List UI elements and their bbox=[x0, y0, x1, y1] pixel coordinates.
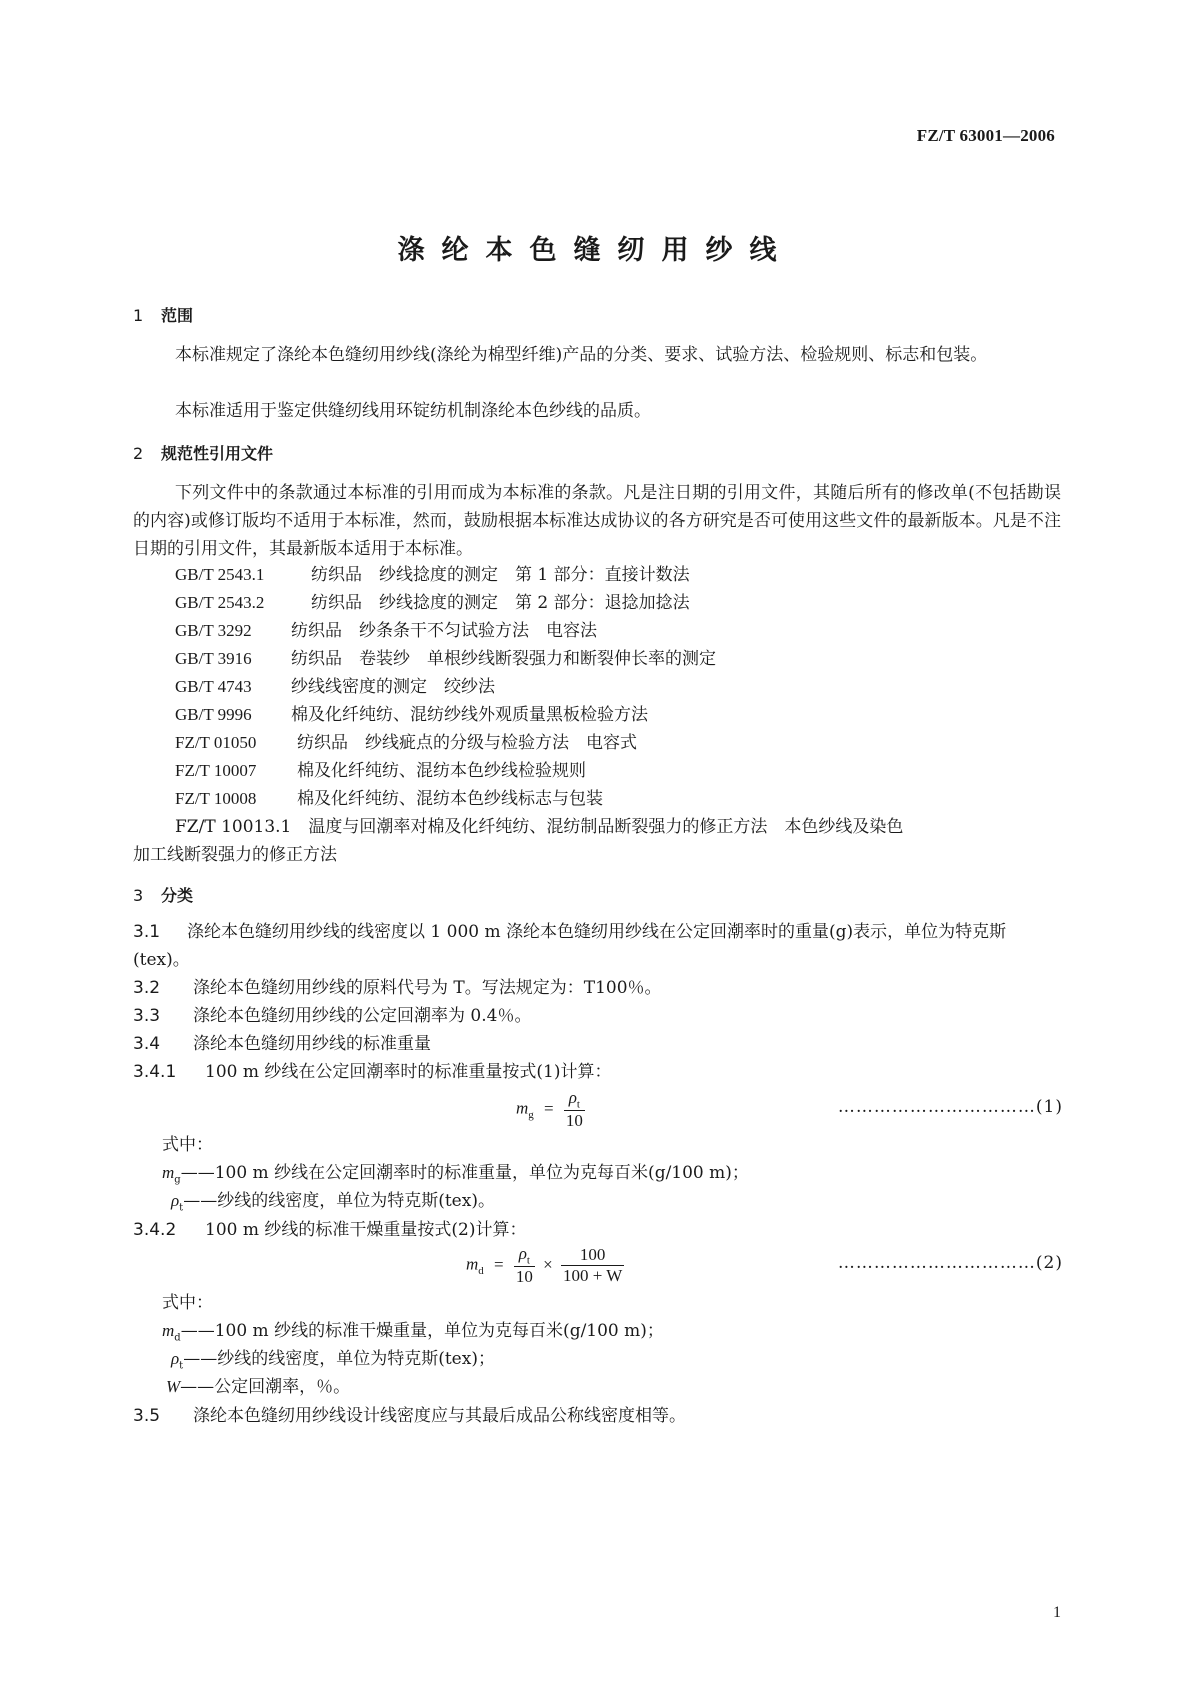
equation-lhs: m bbox=[516, 1098, 529, 1118]
reference-title: 纺织品 纱线捻度的测定 第 1 部分：直接计数法 bbox=[311, 565, 690, 585]
reference-title: 纱线线密度的测定 绞纱法 bbox=[291, 677, 495, 697]
where-label-2: 式中： bbox=[162, 1293, 213, 1313]
times-operator: × bbox=[543, 1254, 553, 1274]
clause-text: 涤纶本色缝纫用纱线设计线密度应与其最后成品公称线密度相等。 bbox=[193, 1406, 686, 1426]
section-3-heading bbox=[133, 883, 193, 906]
equation-lhs-subscript: d bbox=[478, 1265, 484, 1277]
reference-item bbox=[175, 645, 716, 673]
reference-title: 棉及化纤纯纺、混纺本色纱线标志与包装 bbox=[297, 789, 603, 809]
section-1-heading bbox=[133, 303, 193, 326]
reference-item bbox=[175, 617, 597, 645]
clause-3-2 bbox=[133, 974, 662, 1002]
equation-1: $m_g$ = $\frac{\rho_t}{10}$ bbox=[516, 1088, 583, 1131]
clause-number: 3.4 bbox=[133, 1034, 161, 1054]
section-title: 分类 bbox=[161, 886, 194, 905]
reference-item bbox=[175, 673, 495, 701]
reference-item-long: FZ/T 10013.1 温度与回潮率对棉及化纤纯纺、混纺制品断裂强力的修正方法 本色纱线及染色 bbox=[175, 817, 904, 837]
variable-symbol: ρ bbox=[171, 1349, 180, 1368]
reference-code: FZ/T 10007 bbox=[175, 761, 257, 780]
equation-fraction-1 bbox=[514, 1244, 535, 1287]
clause-3-4-1 bbox=[133, 1058, 611, 1086]
equation-lhs-subscript: g bbox=[528, 1109, 534, 1121]
fraction-numerator-subscript: t bbox=[576, 1098, 580, 1111]
reference-item bbox=[175, 757, 586, 785]
variable-text: ——纱线的线密度，单位为特克斯(tex)； bbox=[183, 1349, 495, 1369]
reference-code: GB/T 2543.1 bbox=[175, 565, 265, 584]
section-number: 1 bbox=[133, 306, 144, 325]
section-title: 范围 bbox=[161, 306, 194, 325]
variable-text: ——100 m 纱线的标准干燥重量，单位为克每百米(g/100 m)； bbox=[180, 1321, 664, 1341]
clause-number: 3.3 bbox=[133, 1006, 161, 1026]
reference-code: FZ/T 10008 bbox=[175, 789, 257, 808]
clause-number: 3.4.1 bbox=[133, 1062, 177, 1082]
reference-title: 棉及化纤纯纺、混纺纱线外观质量黑板检验方法 bbox=[291, 705, 648, 725]
section-2-heading bbox=[133, 441, 273, 464]
section-1-paragraph-2: 本标准适用于鉴定供缝纫线用环锭纺机制涤纶本色纱线的品质。 bbox=[175, 401, 651, 421]
section-number: 3 bbox=[133, 886, 144, 905]
reference-title: 纺织品 卷装纱 单根纱线断裂强力和断裂伸长率的测定 bbox=[291, 649, 716, 669]
variable-symbol: W bbox=[166, 1377, 181, 1396]
fraction-numerator: ρ bbox=[568, 1088, 577, 1107]
reference-title: 纺织品 纱线疵点的分级与检验方法 电容式 bbox=[297, 733, 637, 753]
variable-subscript: t bbox=[179, 1202, 184, 1214]
fraction-numerator-subscript: t bbox=[526, 1254, 530, 1267]
fraction-denominator: 10 bbox=[515, 1267, 533, 1287]
variable-text: ——公定回潮率，％。 bbox=[180, 1377, 351, 1397]
reference-title: 纺织品 纱线捻度的测定 第 2 部分：退捻加捻法 bbox=[311, 593, 690, 613]
clause-3-5 bbox=[133, 1402, 686, 1430]
fraction-numerator: ρ bbox=[518, 1244, 527, 1263]
variable-text: ——纱线的线密度，单位为特克斯(tex)。 bbox=[183, 1191, 495, 1211]
reference-title: 纺织品 纱条条干不匀试验方法 电容法 bbox=[291, 621, 597, 641]
clause-text: 涤纶本色缝纫用纱线的原料代号为 T。写法规定为：T100％。 bbox=[193, 978, 662, 998]
reference-item bbox=[175, 589, 690, 617]
clause-text: 涤纶本色缝纫用纱线的线密度以 1 000 m 涤纶本色缝纫用纱线在公定回潮率时的重量(g)表示，单位为特克斯(tex)。 bbox=[133, 922, 1007, 970]
equation-2: $m_d$ = $\frac{\rho_t}{10}$ × $\frac{100}{100 + W}$ bbox=[466, 1244, 623, 1287]
fraction-denominator: 100 + W bbox=[562, 1266, 623, 1286]
section-2-intro: 下列文件中的条款通过本标准的引用而成为本标准的条款。凡是注日期的引用文件，其随后所有的修改单(不包括勘误的内容)或修订版均不适用于本标准，然而，鼓励根据本标准达成协议的各方研究是否可使用这些文件的最新版本。凡是不注日期的引用文件，其最新版本适用于本标准。 bbox=[133, 483, 1061, 559]
variable-subscript: g bbox=[174, 1174, 181, 1186]
clause-text: 涤纶本色缝纫用纱线的公定回潮率为 0.4％。 bbox=[193, 1006, 532, 1026]
variable-definition bbox=[166, 1373, 350, 1401]
reference-item bbox=[175, 701, 648, 729]
clause-3-3 bbox=[133, 1002, 531, 1030]
clause-text: 100 m 纱线的标准干燥重量按式(2)计算： bbox=[205, 1220, 527, 1240]
reference-code: GB/T 3292 bbox=[175, 621, 252, 640]
reference-code: FZ/T 01050 bbox=[175, 733, 257, 752]
reference-item bbox=[175, 729, 637, 757]
equation-2-number: ……………………………(2) bbox=[837, 1253, 1063, 1273]
section-title: 规范性引用文件 bbox=[161, 444, 274, 463]
variable-symbol: m bbox=[162, 1321, 175, 1340]
reference-code: GB/T 4743 bbox=[175, 677, 252, 696]
clause-number: 3.1 bbox=[133, 922, 161, 942]
variable-subscript: t bbox=[179, 1360, 184, 1372]
reference-title: 棉及化纤纯纺、混纺本色纱线检验规则 bbox=[297, 761, 586, 781]
clause-3-4-2 bbox=[133, 1216, 526, 1244]
section-number: 2 bbox=[133, 444, 144, 463]
equation-fraction bbox=[564, 1088, 585, 1131]
clause-number: 3.4.2 bbox=[133, 1220, 177, 1240]
clause-text: 涤纶本色缝纫用纱线的标准重量 bbox=[193, 1034, 431, 1054]
clause-text: 100 m 纱线在公定回潮率时的标准重量按式(1)计算： bbox=[205, 1062, 612, 1082]
page-number: 1 bbox=[1053, 1604, 1061, 1621]
variable-subscript: d bbox=[174, 1332, 181, 1344]
variable-text: ——100 m 纱线在公定回潮率时的标准重量，单位为克每百米(g/100 m)； bbox=[180, 1163, 749, 1183]
variable-symbol: ρ bbox=[171, 1191, 180, 1210]
reference-code: GB/T 9996 bbox=[175, 705, 252, 724]
clause-3-4 bbox=[133, 1030, 431, 1058]
where-label-1: 式中： bbox=[162, 1135, 213, 1155]
reference-item bbox=[175, 561, 690, 589]
reference-item bbox=[175, 785, 603, 813]
clause-number: 3.2 bbox=[133, 978, 161, 998]
document-title: 涤纶本色缝纫用纱线 bbox=[397, 235, 794, 266]
clause-3-1 bbox=[133, 918, 1061, 974]
reference-code: GB/T 2543.2 bbox=[175, 593, 265, 612]
reference-item-long-continued: 加工线断裂强力的修正方法 bbox=[133, 845, 337, 865]
equation-lhs: m bbox=[466, 1254, 479, 1274]
standard-number: FZ/T 63001—2006 bbox=[916, 126, 1055, 145]
variable-symbol: m bbox=[162, 1163, 175, 1182]
section-1-paragraph-1: 本标准规定了涤纶本色缝纫用纱线(涤纶为棉型纤维)产品的分类、要求、试验方法、检验规则、标志和包装。 bbox=[175, 345, 988, 365]
fraction-numerator: 100 bbox=[561, 1245, 624, 1266]
equation-1-number: ……………………………(1) bbox=[837, 1097, 1063, 1117]
clause-number: 3.5 bbox=[133, 1406, 161, 1426]
equation-fraction-2 bbox=[561, 1245, 624, 1286]
fraction-denominator: 10 bbox=[565, 1111, 583, 1131]
reference-code: GB/T 3916 bbox=[175, 649, 252, 668]
